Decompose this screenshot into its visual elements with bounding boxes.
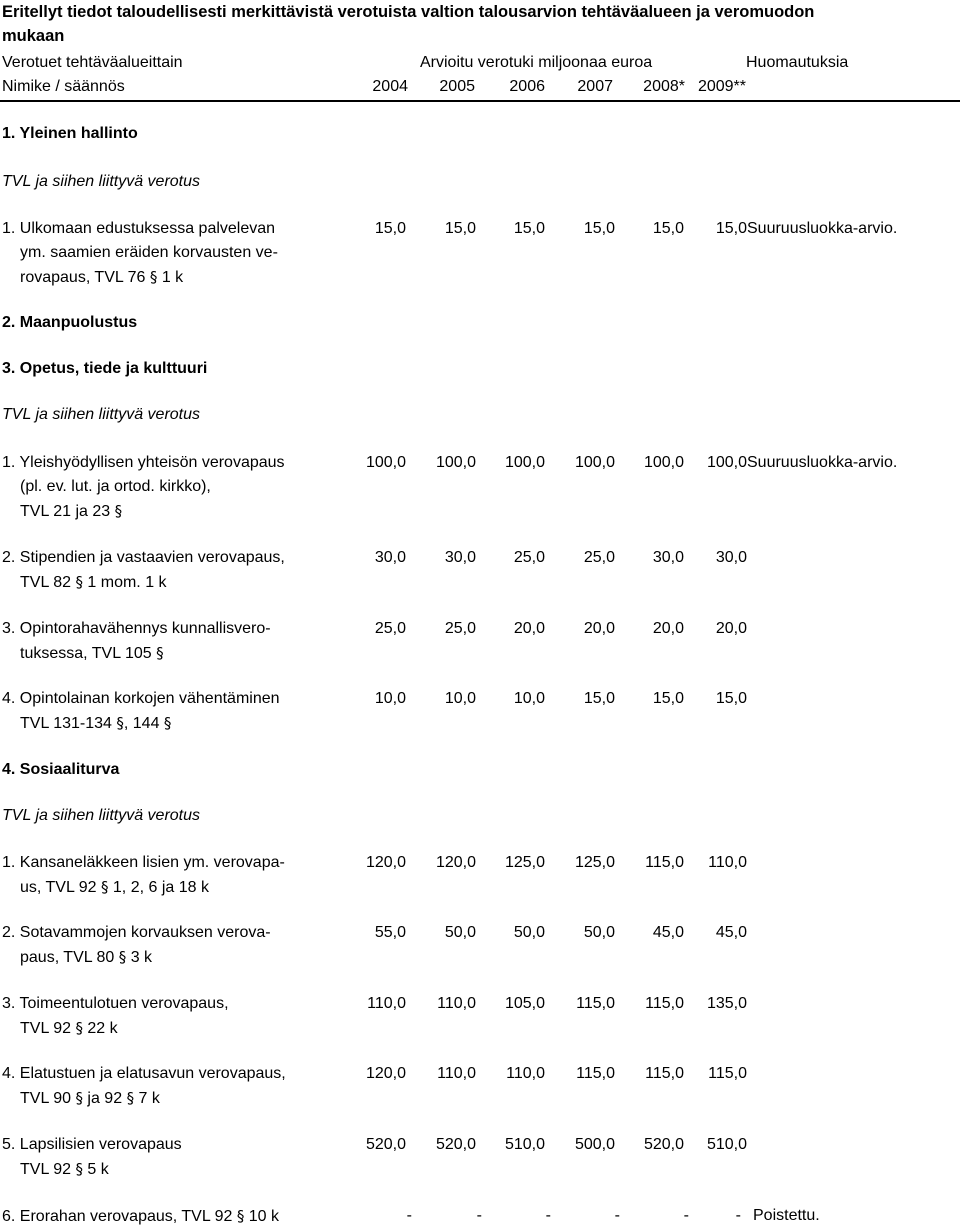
- value-2006: 510,0: [504, 1136, 545, 1153]
- item-label: 1. Yleishyödyllisen yhteisön verovapaus: [2, 454, 285, 471]
- value-2004: 100,0: [365, 454, 406, 471]
- value-2006: 110,0: [506, 1065, 545, 1082]
- value-2008: 520,0: [643, 1136, 684, 1153]
- subsection-title: TVL ja siihen liittyvä verotus: [2, 406, 201, 423]
- section-title: 4. Sosiaaliturva: [2, 761, 120, 778]
- value-2006: -: [545, 1207, 551, 1224]
- value-2008: 15,0: [652, 690, 684, 707]
- header-year-2006: 2006: [509, 78, 545, 95]
- item-label: TVL 90 § ja 92 § 7 k: [20, 1089, 160, 1107]
- header-category: Verotuet tehtäväalueittain: [2, 54, 183, 71]
- section-sign: §: [236, 1207, 245, 1225]
- value-2008: 115,0: [645, 1065, 684, 1082]
- value-2005: 120,0: [435, 854, 476, 871]
- remark: Suuruusluokka-arvio.: [747, 220, 898, 237]
- value-2007: 125,0: [574, 854, 615, 871]
- section-title: 1. Yleinen hallinto: [2, 125, 138, 142]
- subsection-title: TVL ja siihen liittyvä verotus: [2, 807, 201, 824]
- value-2005: 50,0: [444, 924, 476, 941]
- value-2005: 520,0: [435, 1136, 476, 1153]
- value-2006: 15,0: [513, 220, 545, 237]
- value-2005: 15,0: [444, 220, 476, 237]
- header-remarks: Huomautuksia: [746, 54, 849, 71]
- section-title: 2. Maanpuolustus: [2, 314, 138, 331]
- value-2009: -: [735, 1207, 741, 1224]
- item-label: 4. Elatustuen ja elatusavun verovapaus,: [2, 1065, 286, 1082]
- value-2004: 10,0: [374, 690, 406, 707]
- value-2009: 15,0: [715, 690, 747, 707]
- header-year-2007: 2007: [577, 78, 613, 95]
- section-sign: §: [149, 268, 158, 286]
- item-label: 4. Opintolainan korkojen vähentäminen: [2, 690, 280, 707]
- value-2007: 20,0: [583, 620, 615, 637]
- value-2008: 15,0: [652, 220, 684, 237]
- value-2006: 105,0: [504, 995, 545, 1012]
- value-2004: 55,0: [374, 924, 406, 941]
- value-2008: 20,0: [652, 620, 684, 637]
- value-2004: -: [406, 1207, 412, 1224]
- header-estimate: Arvioitu verotuki miljoonaa euroa: [420, 54, 653, 71]
- item-label: ym. saamien eräiden korvausten ve-: [20, 244, 278, 261]
- value-2007: 15,0: [583, 690, 615, 707]
- value-2009: 510,0: [706, 1136, 747, 1153]
- value-2007: 500,0: [574, 1136, 615, 1153]
- value-2007: 100,0: [574, 454, 615, 471]
- header-year-2008: 2008*: [643, 78, 685, 95]
- value-2008: 45,0: [652, 924, 684, 941]
- value-2008: 100,0: [643, 454, 684, 471]
- item-label: 3. Toimeentulotuen verovapaus,: [2, 995, 229, 1012]
- value-2006: 25,0: [513, 549, 545, 566]
- section-sign: §: [118, 948, 127, 966]
- value-2009: 15,0: [715, 220, 747, 237]
- item-label: 1. Kansaneläkkeen lisien ym. verovapa-: [2, 854, 285, 871]
- value-2005: 30,0: [444, 549, 476, 566]
- item-label: (pl. ev. lut. ja ortod. kirkko),: [20, 478, 211, 495]
- value-2004: 110,0: [367, 995, 406, 1012]
- section-sign: §: [114, 502, 123, 520]
- item-label: tuksessa, TVL 105 §: [20, 644, 164, 662]
- section-title: 3. Opetus, tiede ja kulttuuri: [2, 360, 208, 377]
- value-2006: 100,0: [504, 454, 545, 471]
- value-2005: 10,0: [444, 690, 476, 707]
- header-year-2005: 2005: [439, 78, 475, 95]
- section-sign: §: [75, 573, 83, 591]
- value-2007: 115,0: [576, 1065, 615, 1082]
- item-label: TVL 131-134 §, 144 §: [20, 714, 172, 732]
- value-2004: 120,0: [365, 1065, 406, 1082]
- section-sign: §: [75, 1089, 83, 1107]
- item-label: 3. Opintorahavähennys kunnallisvero-: [2, 620, 271, 637]
- value-2006: 50,0: [513, 924, 545, 941]
- value-2008: 30,0: [652, 549, 684, 566]
- value-2008: 115,0: [645, 854, 684, 871]
- value-2007: 50,0: [583, 924, 615, 941]
- item-label: TVL 21 ja 23 §: [20, 502, 123, 520]
- value-2004: 25,0: [374, 620, 406, 637]
- item-label: paus, TVL 80 § 3 k: [20, 948, 153, 966]
- remark: Poistettu.: [753, 1207, 820, 1224]
- item-label: 5. Lapsilisien verovapaus: [2, 1136, 182, 1153]
- header-year-2004: 2004: [372, 78, 408, 95]
- item-label: 2. Stipendien ja vastaavien verovapaus,: [2, 549, 285, 566]
- value-2009: 110,0: [708, 854, 747, 871]
- value-2006: 20,0: [513, 620, 545, 637]
- value-2004: 520,0: [365, 1136, 406, 1153]
- document-title-line1: Eritellyt tiedot taloudellisesti merkittävistä verotuista valtion talousarvion tehtäväalueen ja veromuodon: [2, 3, 815, 21]
- value-2009: 115,0: [708, 1065, 747, 1082]
- section-sign: §: [116, 714, 124, 732]
- item-label: TVL 92 § 5 k: [20, 1160, 109, 1178]
- item-label: rovapaus, TVL 76 § 1 k: [20, 268, 184, 286]
- header-year-2009: 2009**: [697, 78, 746, 95]
- value-2007: 25,0: [583, 549, 615, 566]
- item-label: 2. Sotavammojen korvauksen verova-: [2, 924, 271, 941]
- value-2008: -: [683, 1207, 689, 1224]
- section-sign: §: [163, 714, 172, 732]
- item-label: 1. Ulkomaan edustuksessa palvelevan: [2, 220, 276, 237]
- item-label: TVL 92 § 22 k: [20, 1019, 118, 1037]
- section-sign: §: [156, 644, 164, 662]
- value-2009: 20,0: [715, 620, 747, 637]
- value-2005: 110,0: [437, 995, 476, 1012]
- value-2009: 30,0: [715, 549, 747, 566]
- item-label: TVL 82 § 1 mom. 1 k: [20, 573, 167, 591]
- header-divider: [0, 100, 960, 102]
- value-2006: 10,0: [513, 690, 545, 707]
- value-2004: 15,0: [374, 220, 406, 237]
- item-label: 6. Erorahan verovapaus, TVL 92 § 10 k: [2, 1207, 280, 1225]
- value-2005: 100,0: [435, 454, 476, 471]
- value-2006: 125,0: [504, 854, 545, 871]
- section-sign: §: [75, 1160, 83, 1178]
- value-2005: 110,0: [437, 1065, 476, 1082]
- document-title-line2: mukaan: [2, 27, 65, 45]
- value-2005: 25,0: [444, 620, 476, 637]
- subsection-title: TVL ja siihen liittyvä verotus: [2, 173, 201, 190]
- value-2007: 15,0: [583, 220, 615, 237]
- remark: Suuruusluokka-arvio.: [747, 454, 898, 471]
- value-2008: 115,0: [645, 995, 684, 1012]
- value-2009: 45,0: [715, 924, 747, 941]
- value-2009: 100,0: [706, 454, 747, 471]
- value-2004: 120,0: [365, 854, 406, 871]
- header-item: Nimike / säännös: [2, 78, 125, 95]
- value-2009: 135,0: [706, 995, 747, 1012]
- item-label: us, TVL 92 § 1, 2, 6 ja 18 k: [20, 878, 209, 896]
- value-2007: 115,0: [576, 995, 615, 1012]
- section-sign: §: [126, 1089, 135, 1107]
- section-sign: §: [100, 878, 109, 896]
- value-2007: -: [614, 1207, 620, 1224]
- value-2005: -: [476, 1207, 482, 1224]
- section-sign: §: [75, 1019, 83, 1037]
- value-2004: 30,0: [374, 549, 406, 566]
